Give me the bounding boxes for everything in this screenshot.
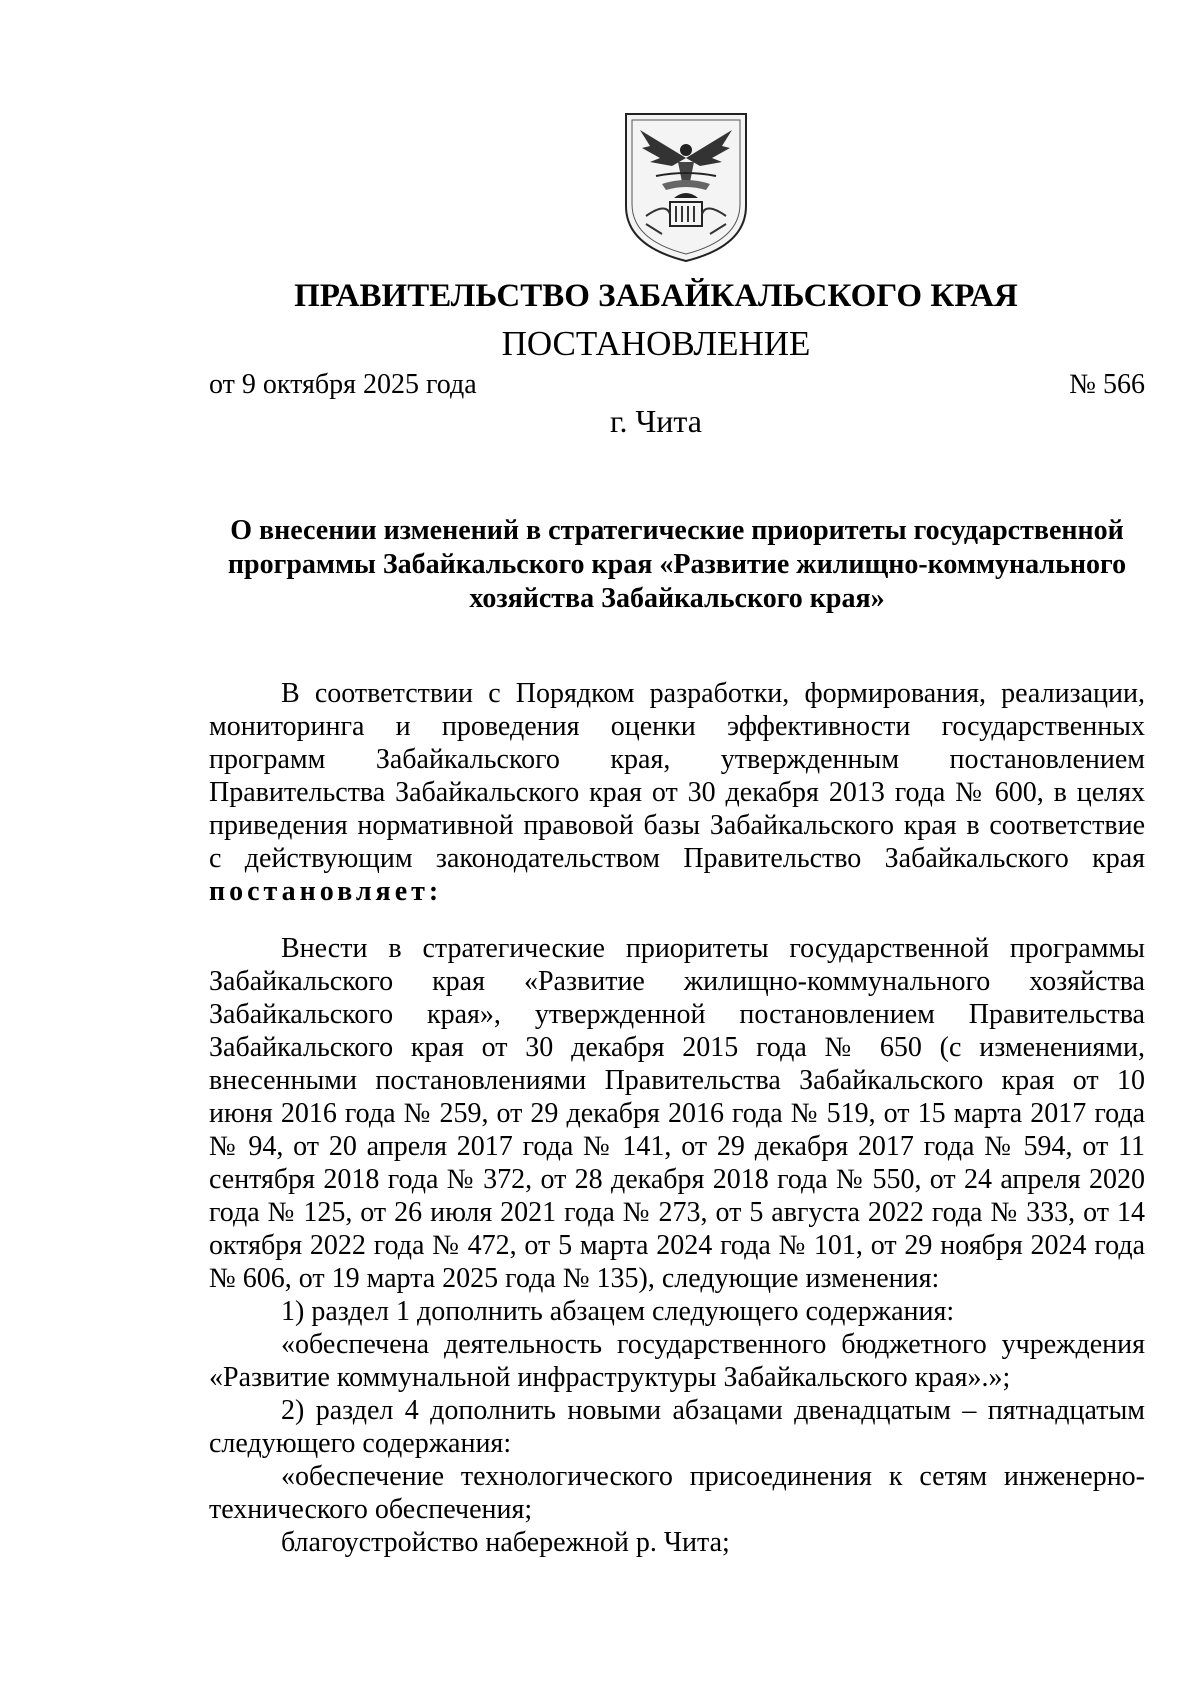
body-paragraph: 2) раздел 4 дополнить новыми абзацами двенадцатым – пятнадцатым следующего содержания: (209, 1395, 1145, 1459)
city-name: г. Чита (609, 403, 702, 439)
body-paragraph: 1) раздел 1 дополнить абзацем следующего содержания: (281, 1296, 955, 1327)
body-paragraph: благоустройство набережной р. Чита; (281, 1527, 730, 1558)
resolves-word: постановляет (209, 876, 429, 907)
body-paragraph: «обеспечена деятельность государственного бюджетного учреждения «Развитие коммунальной инфраструктуры Забайкальского края».»; (209, 1329, 1145, 1393)
coat-of-arms-emblem (616, 106, 756, 266)
body-paragraph: «обеспечение технологического присоединения к сетям инженерно-технического обеспечения; (209, 1461, 1145, 1525)
document-date: от 9 октября 2025 года (209, 369, 477, 400)
body-paragraph: Внести в стратегические приоритеты государственной программы Забайкальского края «Развитие жилищно-коммунального хозяйства Забайкальского края», утвержденной постановлением Правительства Забайкальского края от 30 декабря 2015 года № 650 (с изменениями, внесенными постановлениями Правительства Забайкальского края от 10 июня 2016 года № 259, от 29 декабря 2016 года № 519, от 15 марта 2017 года № 94, от 20 апреля 2017 года № 141, от 29 декабря 2017 года № 594, от 11 сентября 2018 года № 372, от 28 декабря 2018 года № 550, от 24 апреля 2020 года № 125, от 26 июля 2021 года № 273, от 5 августа 2022 года № 333, от 14 октября 2022 года № 472, от 5 марта 2024 года № 101, от 29 ноября 2024 года № 606, от 19 марта 2025 года № 135), следующие изменения: (209, 933, 1145, 1294)
government-title: ПРАВИТЕЛЬСТВО ЗАБАЙКАЛЬСКОГО КРАЯ (294, 278, 1018, 314)
document-number: № 566 (1069, 369, 1145, 400)
document-body (209, 677, 1145, 1559)
document-type: ПОСТАНОВЛЕНИЕ (501, 324, 811, 363)
document-subject: О внесении изменений в стратегические приоритеты государственной программы Забайкальского края «Развитие жилищно-коммунального хозяйства Забайкальского края» (227, 515, 1127, 614)
preamble-text: В соответствии с Порядком разработки, формирования, реализации, мониторинга и проведения оценки эффективности государственных программ Забайкальского края, утвержденным постановлением Правительства Забайкальского края от 30 декабря 2013 года № 600, в целях приведения нормативной правовой базы Забайкальского края в соответствие с действующим законодательством Правительство Забайкальского края (209, 678, 1145, 874)
resolves-colon: : (428, 876, 439, 907)
preamble-paragraph (209, 677, 1145, 908)
